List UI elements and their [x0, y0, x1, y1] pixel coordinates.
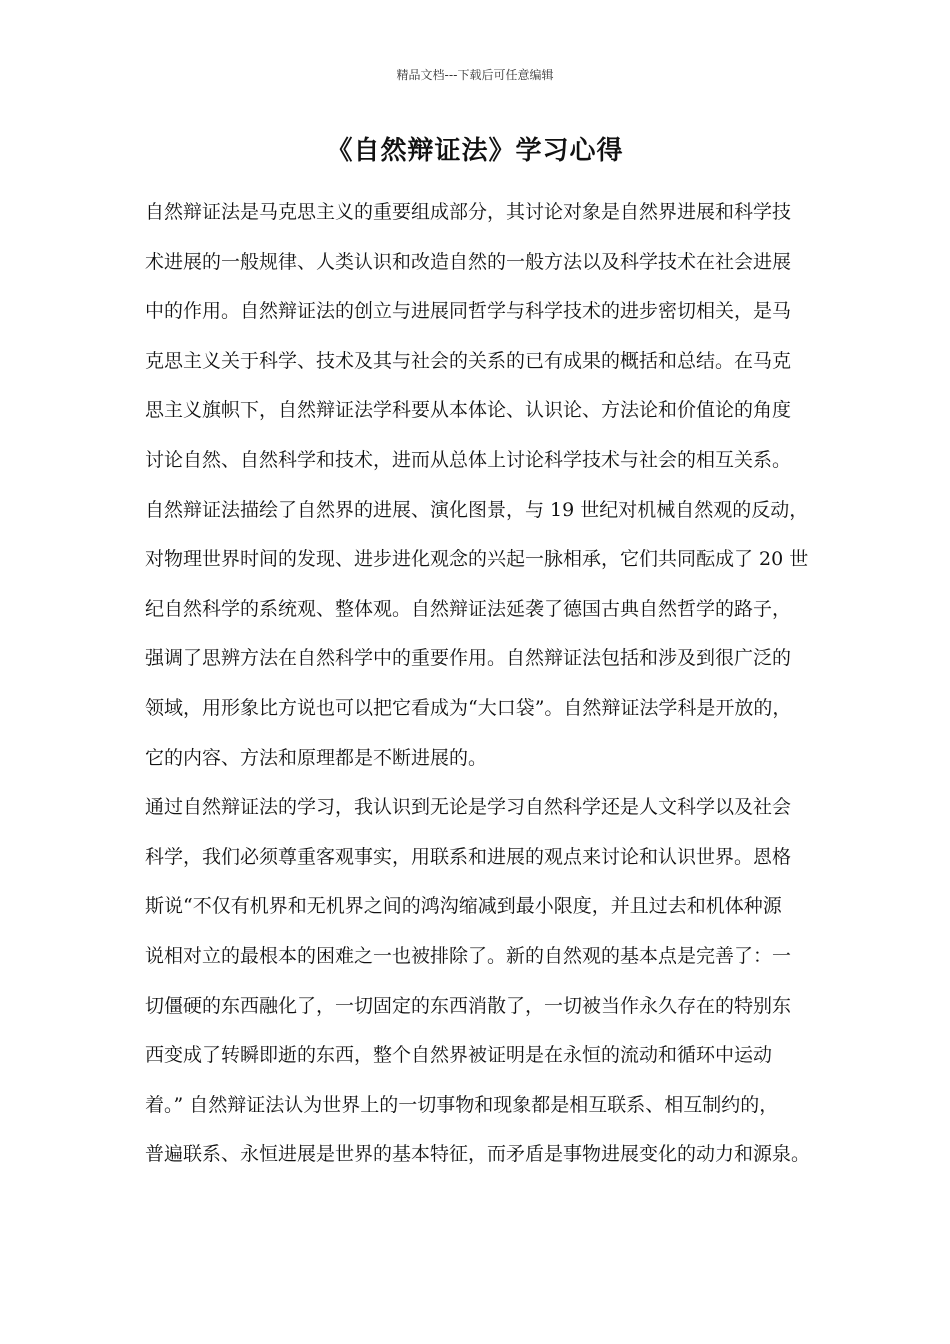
text-line: 自然辩证法描绘了自然界的进展、演化图景，与 19 世纪对机械自然观的反动， — [145, 498, 809, 521]
text-line: 着。” 自然辩证法认为世界上的一切事物和现象都是相互联系、相互制约的， — [145, 1093, 779, 1116]
text-line: 切僵硬的东西融化了，一切固定的东西消散了，一切被当作永久存在的特别东 — [145, 994, 792, 1017]
text-line: 斯说“不仅有机界和无机界之间的鸿沟缩减到最小限度，并且过去和机体种源 — [145, 895, 782, 918]
text-line: 普遍联系、永恒进展是世界的基本特征，而矛盾是事物进展变化的动力和源泉。 — [145, 1143, 811, 1166]
text-line: 讨论自然、自然科学和技术，进而从总体上讨论科学技术与社会的相互关系。 — [145, 448, 792, 471]
text-line: 自然辩证法是马克思主义的重要组成部分，其讨论对象是自然界进展和科学技 — [145, 201, 792, 223]
document-body — [145, 188, 815, 1180]
text-line: 西变成了转瞬即逝的东西，整个自然界被证明是在永恒的流动和循环中运动 — [145, 1044, 773, 1067]
text-line: 它的内容、方法和原理都是不断进展的。 — [145, 746, 488, 769]
text-line: 强调了思辨方法在自然科学中的重要作用。自然辩证法包括和涉及到很广泛的 — [145, 647, 792, 670]
text-line: 说相对立的最根本的困难之一也被排除了。新的自然观的基本点是完善了：一 — [145, 944, 792, 967]
text-line: 思主义旗帜下，自然辩证法学科要从本体论、认识论、方法论和价值论的角度 — [145, 399, 792, 422]
text-line: 中的作用。自然辩证法的创立与进展同哲学与科学技术的进步密切相关，是马 — [145, 300, 792, 323]
text-line: 通过自然辩证法的学习，我认识到无论是学习自然科学还是人文科学以及社会 — [145, 796, 792, 819]
text-line: 领域，用形象比方说也可以把它看成为“大口袋”。自然辩证法学科是开放的， — [145, 696, 792, 719]
page-header: 精品文档---下载后可任意编辑 — [396, 68, 554, 82]
text-line: 对物理世界时间的发现、进步进化观念的兴起一脉相承，它们共同酝成了 20 世 — [145, 548, 809, 571]
text-line: 术进展的一般规律、人类认识和改造自然的一般方法以及科学技术在社会进展 — [145, 250, 792, 273]
text-line: 克思主义关于科学、技术及其与社会的关系的已有成果的概括和总结。在马克 — [145, 349, 792, 372]
text-line: 纪自然科学的系统观、整体观。自然辩证法延袭了德国古典自然哲学的路子， — [145, 597, 792, 620]
document-title: 《自然辩证法》学习心得 — [326, 136, 624, 166]
text-line: 科学，我们必须尊重客观事实，用联系和进展的观点来讨论和认识世界。恩格 — [145, 845, 792, 868]
